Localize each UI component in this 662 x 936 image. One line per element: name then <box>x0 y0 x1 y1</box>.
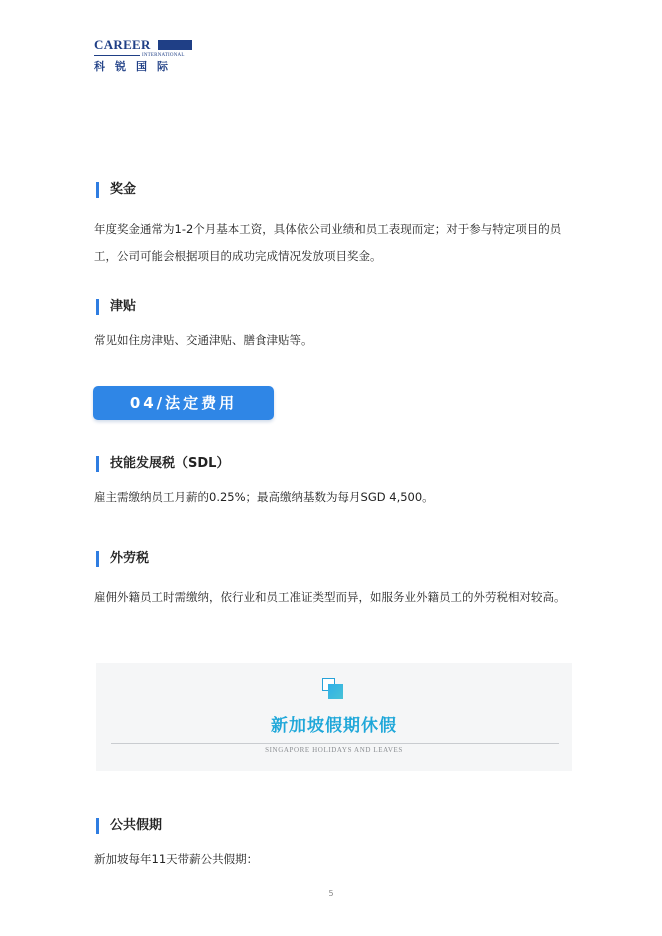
heading-title: 技能发展税（SDL） <box>110 456 230 471</box>
heading-accent-bar <box>96 456 99 472</box>
panel-title: 新加坡假期休假 <box>271 716 397 736</box>
company-logo <box>94 39 194 75</box>
sdl-paragraph: 雇主需缴纳员工月薪的0.25%；最高缴纳基数为每月SGD 4,500。 <box>94 490 434 504</box>
chapter-banner <box>93 386 274 420</box>
heading-title: 外劳税 <box>110 551 150 566</box>
logo-bar <box>158 40 192 50</box>
heading-accent-bar <box>96 551 99 567</box>
heading-accent-bar <box>96 818 99 834</box>
holidays-title-panel <box>96 663 572 771</box>
panel-divider <box>111 743 559 744</box>
squares-icon <box>322 678 348 700</box>
heading-title: 公共假期 <box>110 818 163 833</box>
logo-subline: INTERNATIONAL <box>142 53 185 58</box>
allowance-paragraph: 常见如住房津贴、交通津贴、膳食津贴等。 <box>94 333 313 347</box>
heading-accent-bar <box>96 299 99 315</box>
heading-accent-bar <box>96 182 99 198</box>
page-number: 5 <box>328 889 334 898</box>
logo-wordmark: CAREER <box>94 37 151 52</box>
logo-wordmark-row <box>94 39 194 53</box>
logo-rule <box>94 55 140 56</box>
holidays-paragraph: 新加坡每年11天带薪公共假期： <box>94 852 259 866</box>
levy-paragraph: 雇佣外籍员工时需缴纳，依行业和员工准证类型而异，如服务业外籍员工的外劳税相对较高。 <box>94 590 566 604</box>
chapter-banner-label: 04/法定费用 <box>129 394 238 412</box>
square-fill-shape <box>328 684 343 699</box>
logo-chinese-name: 科锐国际 <box>94 60 178 73</box>
heading-title: 津贴 <box>110 299 137 314</box>
panel-subtitle: SINGAPORE HOLIDAYS AND LEAVES <box>265 746 403 754</box>
heading-title: 奖金 <box>110 182 137 197</box>
bonus-paragraph: 年度奖金通常为1-2个月基本工资，具体依公司业绩和员工表现而定；对于参与特定项目的员工，公司可能会根据项目的成功完成情况发放项目奖金。 <box>94 222 562 263</box>
